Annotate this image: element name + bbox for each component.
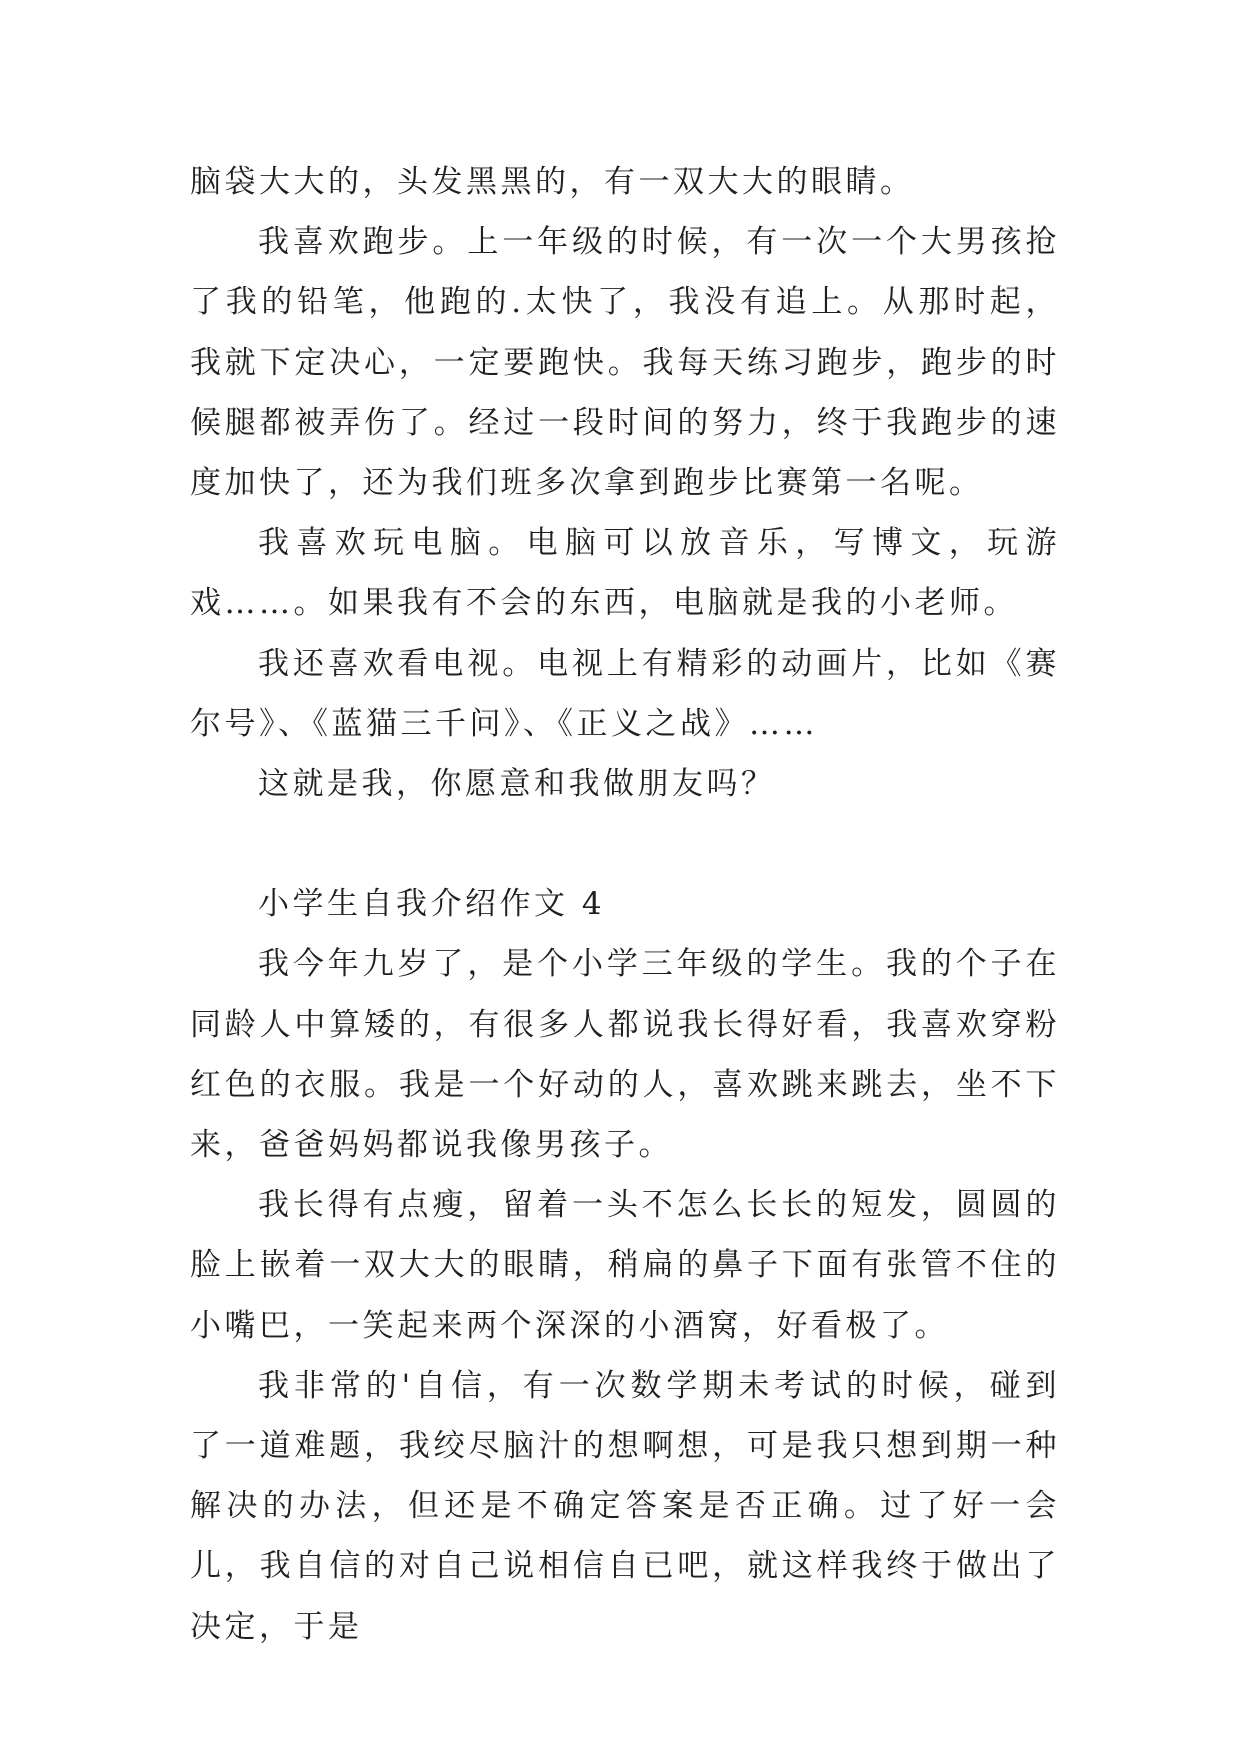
paragraph-7: 我长得有点瘦，留着一头不怎么长长的短发，圆圆的脸上嵌着一双大大的眼睛，稍扁的鼻子下面有张管不住的小嘴巴，一笑起来两个深深的小酒窝，好看极了。 (190, 1187, 1060, 1344)
paragraph-8: 我非常的'自信，有一次数学期未考试的时候，碰到了一道难题，我绞尽脑汁的想啊想，可是我只想到期一种解决的办法，但还是不确定答案是否正确。过了好一会儿，我自信的对自己说相信自已吧，就这样我终于做出了决定，于是 (190, 1367, 1060, 1645)
section-spacer (190, 814, 1060, 874)
paragraph-1: 脑袋大大的，头发黑黑的，有一双大大的眼睛。 (190, 164, 915, 200)
document-body (190, 152, 1060, 1657)
paragraph-4: 我还喜欢看电视。电视上有精彩的动画片，比如《赛尔号》、《蓝猫三千问》、《正义之战》…… (190, 645, 1060, 742)
paragraph-5: 这就是我，你愿意和我做朋友吗？ (258, 766, 776, 803)
paragraph-2: 我喜欢跑步。上一年级的时候，有一次一个大男孩抢了我的铅笔，他跑的.太快了，我没有追上。从那时起，我就下定决心，一定要跑快。我每天练习跑步，跑步的时候腿都被弄伤了。经过一段时间的努力，终于我跑步的速度加快了，还为我们班多次拿到跑步比赛第一名呢。 (190, 224, 1060, 502)
section-title: 小学生自我介绍作文 4 (258, 886, 606, 923)
paragraph-3: 我喜欢玩电脑。电脑可以放音乐，写博文，玩游戏……。如果我有不会的东西，电脑就是我的小老师。 (190, 525, 1060, 622)
paragraph-6: 我今年九岁了，是个小学三年级的学生。我的个子在同龄人中算矮的，有很多人都说我长得好看，我喜欢穿粉红色的衣服。我是一个好动的人，喜欢跳来跳去，坐不下来，爸爸妈妈都说我像男孩子。 (190, 946, 1060, 1164)
